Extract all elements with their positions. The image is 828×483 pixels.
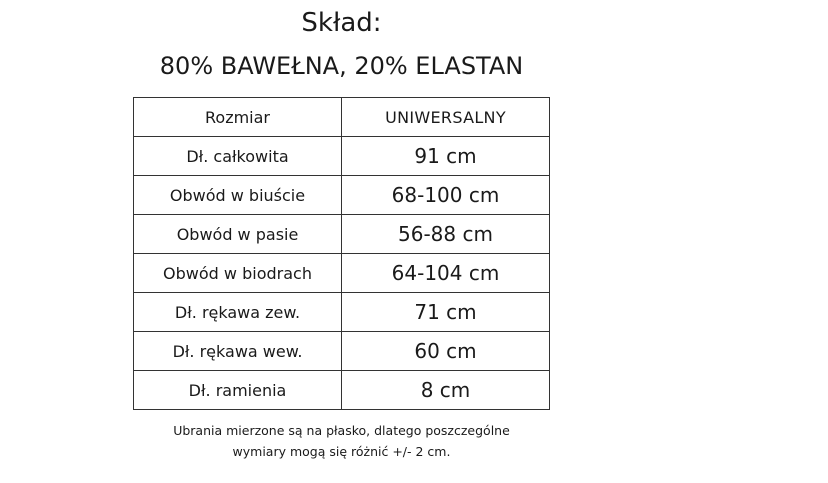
row-value-cell: 68-100 cm xyxy=(342,176,550,215)
row-param-cell: Dł. rękawa wew. xyxy=(134,332,342,371)
table-row xyxy=(134,176,550,215)
header-param-cell: Rozmiar xyxy=(134,98,342,137)
row-value-cell: 91 cm xyxy=(342,137,550,176)
table-row xyxy=(134,215,550,254)
size-table xyxy=(133,97,550,410)
row-value-cell: 8 cm xyxy=(342,371,550,410)
row-param-cell: Obwód w biodrach xyxy=(134,254,342,293)
composition-value: 80% BAWEŁNA, 20% ELASTAN xyxy=(159,52,524,80)
table-row xyxy=(134,254,550,293)
measurement-note xyxy=(134,420,549,462)
table-header-row xyxy=(134,98,550,137)
row-value-cell: 60 cm xyxy=(342,332,550,371)
table-row xyxy=(134,371,550,410)
row-param-cell: Dł. ramienia xyxy=(134,371,342,410)
row-param-cell: Dł. rękawa zew. xyxy=(134,293,342,332)
note-line-2: wymiary mogą się różnić +/- 2 cm. xyxy=(232,444,451,459)
row-value-cell: 71 cm xyxy=(342,293,550,332)
header-size-cell: UNIWERSALNY xyxy=(342,98,550,137)
table-row xyxy=(134,293,550,332)
row-value-cell: 56-88 cm xyxy=(342,215,550,254)
row-param-cell: Dł. całkowita xyxy=(134,137,342,176)
note-line-1: Ubrania mierzone są na płasko, dlatego poszczególne xyxy=(173,423,510,438)
table-row xyxy=(134,137,550,176)
row-param-cell: Obwód w biuście xyxy=(134,176,342,215)
row-value-cell: 64-104 cm xyxy=(342,254,550,293)
table-row xyxy=(134,332,550,371)
composition-heading: Skład: xyxy=(301,8,382,38)
row-param-cell: Obwód w pasie xyxy=(134,215,342,254)
